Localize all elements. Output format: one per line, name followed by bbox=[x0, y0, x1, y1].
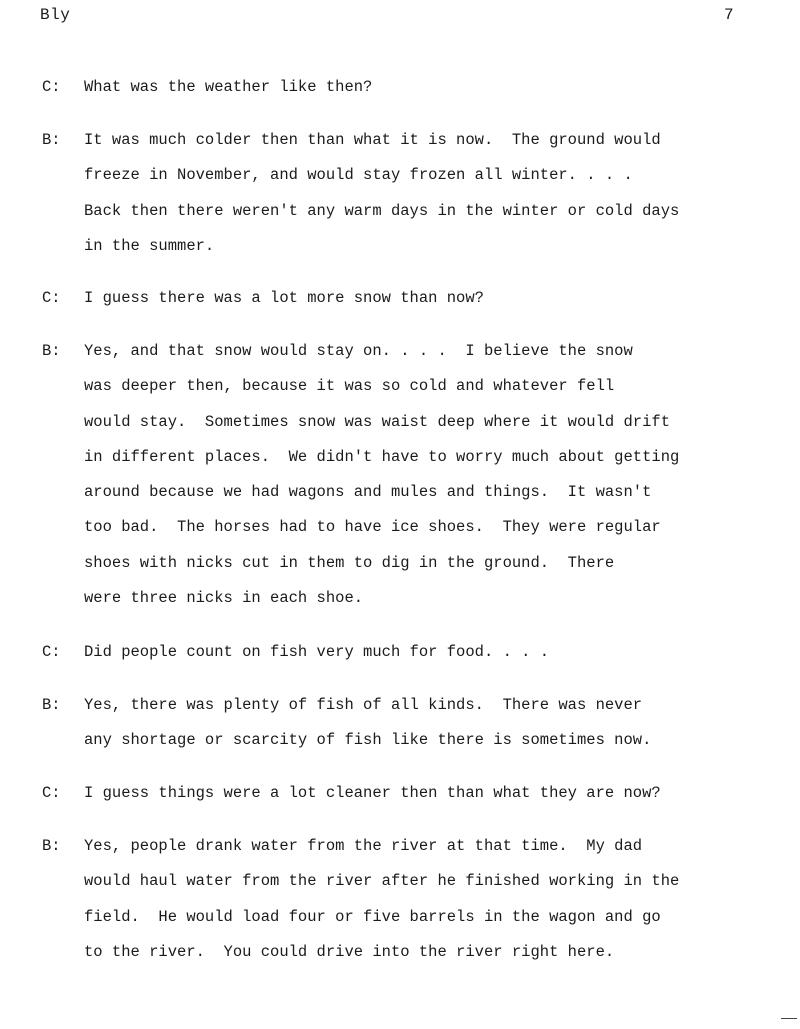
text-line: to the river. You could drive into the river right here. bbox=[84, 942, 615, 961]
text-line: in different places. We didn't have to worry much about getting bbox=[84, 447, 680, 466]
speaker-label: B: bbox=[42, 131, 61, 149]
page-number: 7 bbox=[724, 6, 734, 24]
text-line: would stay. Sometimes snow was waist deep where it would drift bbox=[84, 412, 670, 431]
speaker-label: C: bbox=[42, 289, 61, 307]
text-line: shoes with nicks cut in them to dig in the ground. There bbox=[84, 553, 615, 572]
speaker-label: C: bbox=[42, 78, 61, 96]
entry-text bbox=[84, 776, 784, 811]
text-line: Yes, there was plenty of fish of all kinds. There was never bbox=[84, 696, 643, 714]
speaker-label: B: bbox=[42, 837, 61, 855]
interviewee-name: Bly bbox=[40, 6, 71, 24]
text-line: I guess there was a lot more snow than now? bbox=[84, 289, 484, 307]
speaker-label: B: bbox=[42, 696, 61, 714]
text-line: any shortage or scarcity of fish like there is sometimes now. bbox=[84, 731, 652, 750]
entry-text bbox=[84, 123, 784, 264]
text-line: were three nicks in each shoe. bbox=[84, 589, 364, 608]
entry-text bbox=[84, 281, 784, 316]
text-line: would haul water from the river after he finished working in the bbox=[84, 872, 680, 891]
entry-text bbox=[84, 635, 784, 670]
text-line: around because we had wagons and mules and things. It wasn't bbox=[84, 483, 652, 502]
text-line: Yes, and that snow would stay on. . . . I believe the snow bbox=[84, 342, 633, 360]
text-line: It was much colder then than what it is now. The ground would bbox=[84, 131, 661, 149]
speaker-label: B: bbox=[42, 342, 61, 360]
entry-text bbox=[84, 70, 784, 105]
speaker-label: C: bbox=[42, 643, 61, 661]
text-line: in the summer. bbox=[84, 236, 215, 255]
text-line: Did people count on fish very much for food. . . . bbox=[84, 643, 550, 661]
text-line: was deeper then, because it was so cold and whatever fell bbox=[84, 377, 615, 396]
text-line: I guess things were a lot cleaner then than what they are now? bbox=[84, 784, 661, 802]
entry-text bbox=[84, 334, 784, 616]
text-line: field. He would load four or five barrels in the wagon and go bbox=[84, 907, 661, 926]
text-line: Yes, people drank water from the river at that time. My dad bbox=[84, 837, 643, 855]
text-line: too bad. The horses had to have ice shoes. They were regular bbox=[84, 518, 661, 537]
text-line: What was the weather like then? bbox=[84, 78, 373, 96]
entry-text bbox=[84, 829, 784, 970]
speaker-label: C: bbox=[42, 784, 61, 802]
entry-text bbox=[84, 688, 784, 759]
text-line: Back then there weren't any warm days in the winter or cold days bbox=[84, 201, 680, 220]
scan-edge-mark bbox=[781, 1018, 797, 1019]
text-line: freeze in November, and would stay frozen all winter. . . . bbox=[84, 166, 633, 185]
